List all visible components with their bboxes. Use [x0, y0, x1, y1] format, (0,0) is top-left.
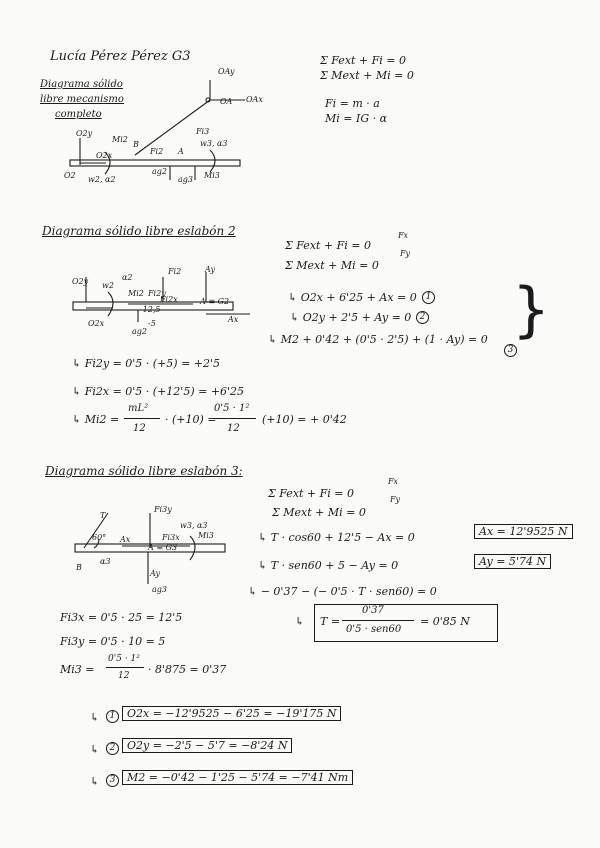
fig2-fi2y: Fi2y — [148, 289, 166, 298]
section2-eq3: ↳ M2 + 0'42 + (0'5 · 2'5) + (1 · Ay) = 0 — [268, 333, 488, 346]
fig2-aeg2: A ≡ G2 — [200, 297, 230, 306]
section2-fx: Fx — [398, 231, 409, 240]
section3-t-den: 0'5 · sen60 — [346, 624, 402, 635]
label-o2x: O2x — [96, 151, 113, 160]
section2-mi2-bar2 — [212, 418, 256, 419]
label-o2: O2 — [64, 171, 76, 180]
section2-brace: } — [512, 275, 551, 345]
label-mi3: Mi3 — [204, 171, 220, 180]
result-m2: M2 = −0'42 − 1'25 − 5'74 = −7'41 Nm — [122, 770, 353, 785]
label-ag3: ag3 — [178, 175, 193, 184]
label-fi2: Fi2 — [150, 147, 164, 156]
label-ag2: ag2 — [152, 167, 167, 176]
section2-mi2-den2: 12 — [227, 423, 240, 434]
fig2-ag2: ag2 — [132, 327, 147, 336]
mi3-arc — [190, 536, 195, 560]
section-title-line-2: libre mecanismo — [40, 94, 124, 105]
result-o2x-num: 1 — [106, 710, 119, 723]
mi2-arc — [108, 292, 113, 316]
section2-mi2-result: (+10) = + 0'42 — [262, 413, 347, 426]
section3-fx: Fx — [388, 477, 399, 486]
section3-mi3-den: 12 — [118, 671, 130, 681]
label-fi3: Fi3 — [196, 127, 210, 136]
section2-title: Diagrama sólido libre eslabón 2 — [42, 224, 236, 238]
section2-mext: Σ Mext + Mi = 0 — [285, 259, 379, 272]
fig2-a2: α2 — [122, 273, 133, 282]
fig3-mi3: Mi3 — [198, 531, 214, 540]
section2-mi2-num2: 0'5 · 1² — [214, 403, 250, 414]
section3-fext: Σ Fext + Fi = 0 — [268, 487, 355, 500]
fig2-o2x: O2x — [88, 319, 105, 328]
fig3-60deg: 60° — [92, 533, 107, 542]
section2-mi2-lhs: ↳ Mi2 = — [72, 413, 120, 426]
label-oax: OAx — [246, 95, 263, 104]
eq-top-mext: Σ Mext + Mi = 0 — [320, 69, 414, 82]
section2-eq1: ↳ O2x + 6'25 + Ax = 0 — [288, 291, 417, 304]
section-title-line-1: Diagrama sólido — [40, 79, 123, 90]
label-o2y: O2y — [76, 129, 93, 138]
mi3-arc — [210, 150, 215, 172]
fig2-ax: Ax — [228, 315, 239, 324]
section3-t-arrow: ↳ — [295, 615, 305, 628]
fig2-m125: -12,5 — [140, 305, 161, 314]
label-b: B — [133, 140, 139, 149]
section3-ay-result: Ay = 5'74 N — [474, 554, 551, 569]
result-o2x-arrow: ↳ — [90, 711, 100, 724]
eq-top-fi: Fi = m · a — [325, 97, 380, 110]
section2-eq1-num: 1 — [422, 291, 435, 304]
section2-eq3-num: 3 — [504, 344, 517, 357]
section3-ax-result: Ax = 12'9525 N — [474, 524, 573, 539]
label-w3a3: w3, α3 — [200, 139, 228, 148]
result-o2y: O2y = −2'5 − 5'7 = −8'24 N — [122, 738, 292, 753]
label-a: A — [178, 147, 184, 156]
section3-eq3: ↳ − 0'37 − (− 0'5 · T · sen60) = 0 — [248, 585, 437, 598]
section3-title: Diagrama sólido libre eslabón 3: — [45, 464, 243, 478]
fig3-ax: Ax — [120, 535, 131, 544]
eq-top-fext: Σ Fext + Fi = 0 — [320, 54, 407, 67]
section3-mi3-result: · 8'875 = 0'37 — [148, 663, 227, 676]
fig3-b: B — [76, 563, 82, 572]
section3-t-result: = 0'85 N — [420, 615, 470, 628]
fig3-ag3: A ≡ G3 — [148, 543, 178, 552]
section3-fi3y: Fi3y = 0'5 · 10 = 5 — [60, 635, 166, 648]
fig3-ag3y: ag3 — [152, 585, 167, 594]
fig2-fi2x: Fi2x — [160, 295, 178, 304]
fig3-ay: Ay — [150, 569, 160, 578]
section2-fi2x: ↳ Fi2x = 0'5 · (+12'5) = +6'25 — [72, 385, 245, 398]
label-mi2: Mi2 — [112, 135, 128, 144]
section3-mi3-num: 0'5 · 1² — [108, 654, 140, 664]
result-o2x: O2x = −12'9525 − 6'25 = −19'175 N — [122, 706, 341, 721]
result-m2-arrow: ↳ — [90, 775, 100, 788]
fig3-w3a3: w3, α3 — [180, 521, 208, 530]
label-w2a2: w2, α2 — [88, 175, 116, 184]
fig3-fi3y: Fi3y — [154, 505, 172, 514]
section2-mi2-den: 12 — [133, 423, 146, 434]
section-title-line-3: completo — [55, 109, 102, 120]
section3-t-bar — [342, 620, 414, 621]
section2-mi2-bar — [124, 418, 160, 419]
section2-eq2-num: 2 — [416, 311, 429, 324]
eq-top-mi: Mi = IG · α — [325, 112, 388, 125]
section3-fi3x: Fi3x = 0'5 · 25 = 12'5 — [60, 611, 183, 624]
result-o2y-arrow: ↳ — [90, 743, 100, 756]
fig2-o2y: O2y — [72, 277, 89, 286]
section3-eq2: ↳ T · sen60 + 5 − Ay = 0 — [258, 559, 399, 572]
result-m2-num: 3 — [106, 774, 119, 787]
label-oa: OA — [220, 97, 233, 106]
section3-mi3-lhs: Mi3 = — [60, 663, 95, 676]
section2-fy: Fy — [400, 249, 411, 258]
fig3-fi3x: Fi3x — [162, 533, 180, 542]
section2-fi2y: ↳ Fi2y = 0'5 · (+5) = +2'5 — [72, 357, 221, 370]
section3-mi3-bar — [106, 667, 144, 668]
section2-mi2-mid: · (+10) = — [165, 413, 217, 426]
section2-fext: Σ Fext + Fi = 0 — [285, 239, 372, 252]
section2-eq2: ↳ O2y + 2'5 + Ay = 0 — [290, 311, 412, 324]
result-o2y-num: 2 — [106, 742, 119, 755]
section2-mi2-num: mL² — [128, 403, 149, 414]
fig2-m5: -5 — [148, 319, 156, 328]
fig2-fi2: Fi2 — [168, 267, 182, 276]
fig2-mi2: Mi2 — [128, 289, 144, 298]
fig3-a3: α3 — [100, 557, 111, 566]
section3-t-lhs: T = — [320, 615, 341, 628]
label-oay: OAy — [218, 67, 235, 76]
section3-t-box — [314, 604, 498, 642]
section3-mext: Σ Mext + Mi = 0 — [272, 506, 366, 519]
fig3-t: T — [100, 511, 106, 520]
author-name: Lucía Pérez Pérez G3 — [50, 49, 191, 64]
section3-eq1: ↳ T · cos60 + 12'5 − Ax = 0 — [258, 531, 415, 544]
section3-fy: Fy — [390, 495, 401, 504]
section3-t-num: 0'37 — [362, 605, 384, 616]
fig2-ay: Ay — [205, 265, 215, 274]
fig2-w2: w2 — [102, 281, 114, 290]
